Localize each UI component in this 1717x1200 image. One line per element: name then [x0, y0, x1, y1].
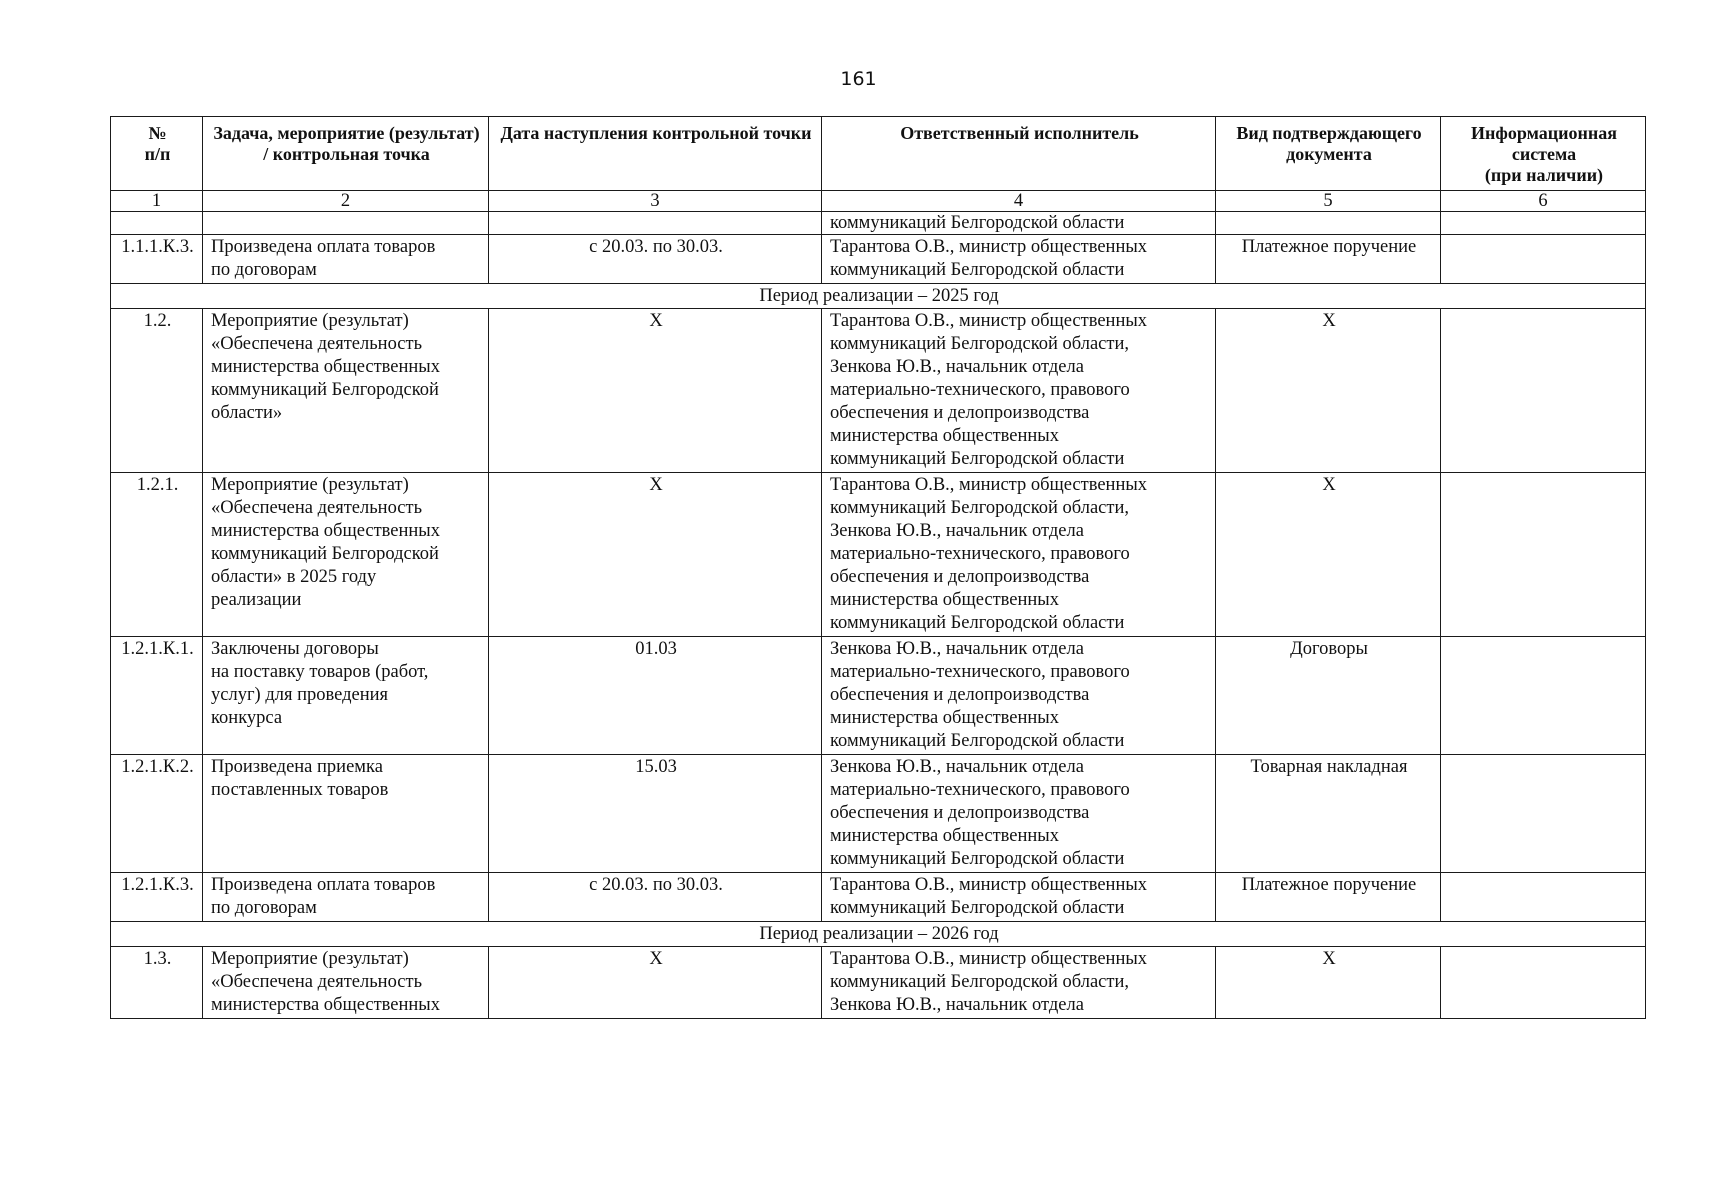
row-number: 1.1.1.К.3.	[111, 235, 203, 284]
period-2025-label: Период реализации – 2025 год	[111, 284, 1646, 309]
row-document: Платежное поручение	[1216, 873, 1441, 922]
row-document: Товарная накладная	[1216, 755, 1441, 873]
row-document: Х	[1216, 473, 1441, 637]
table-row	[111, 637, 1646, 755]
header-date: Дата наступления контрольной точки	[489, 117, 822, 191]
table-row	[111, 473, 1646, 637]
row-number: 1.2.1.К.3.	[111, 873, 203, 922]
row-date: Х	[489, 473, 822, 637]
row-number: 1.2.1.К.1.	[111, 637, 203, 755]
row-number: 1.2.	[111, 309, 203, 473]
row-executor: Тарантова О.В., министр общественных коммуникаций Белгородской области, Зенкова Ю.В., начальник отдела материально-технического, правового обеспечения и делопроизводства министерства общественных коммуникаций Белгородской области	[822, 309, 1216, 473]
table-row	[111, 873, 1646, 922]
table-row	[111, 235, 1646, 284]
row-executor: Тарантова О.В., министр общественных коммуникаций Белгородской области	[822, 235, 1216, 284]
column-number: 5	[1216, 191, 1441, 212]
control-points-table	[110, 116, 1646, 1019]
row-document	[1216, 212, 1441, 235]
row-date: Х	[489, 947, 822, 1019]
header-system: Информационная система (при наличии)	[1441, 117, 1646, 191]
header-row	[111, 117, 1646, 191]
row-document: Х	[1216, 947, 1441, 1019]
row-system	[1441, 873, 1646, 922]
row-document: Х	[1216, 309, 1441, 473]
row-executor: Зенкова Ю.В., начальник отдела материально-технического, правового обеспечения и делопроизводства министерства общественных коммуникаций Белгородской области	[822, 637, 1216, 755]
row-system	[1441, 212, 1646, 235]
row-date: с 20.03. по 30.03.	[489, 235, 822, 284]
row-task: Произведена приемка поставленных товаров	[203, 755, 489, 873]
row-document: Платежное поручение	[1216, 235, 1441, 284]
row-number	[111, 212, 203, 235]
row-executor: Тарантова О.В., министр общественных коммуникаций Белгородской области, Зенкова Ю.В., начальник отдела	[822, 947, 1216, 1019]
row-executor: коммуникаций Белгородской области	[822, 212, 1216, 235]
header-document: Вид подтверждающего документа	[1216, 117, 1441, 191]
table-row	[111, 755, 1646, 873]
column-number: 6	[1441, 191, 1646, 212]
row-date	[489, 212, 822, 235]
row-number: 1.2.1.К.2.	[111, 755, 203, 873]
row-task: Мероприятие (результат) «Обеспечена деятельность министерства общественных коммуникаций Белгородской области»	[203, 309, 489, 473]
row-executor: Тарантова О.В., министр общественных коммуникаций Белгородской области, Зенкова Ю.В., начальник отдела материально-технического, правового обеспечения и делопроизводства министерства общественных коммуникаций Белгородской области	[822, 473, 1216, 637]
row-system	[1441, 473, 1646, 637]
row-task: Заключены договоры на поставку товаров (работ, услуг) для проведения конкурса	[203, 637, 489, 755]
row-date: Х	[489, 309, 822, 473]
row-executor: Зенкова Ю.В., начальник отдела материально-технического, правового обеспечения и делопроизводства министерства общественных коммуникаций Белгородской области	[822, 755, 1216, 873]
row-task: Мероприятие (результат) «Обеспечена деятельность министерства общественных	[203, 947, 489, 1019]
row-number: 1.3.	[111, 947, 203, 1019]
row-system	[1441, 947, 1646, 1019]
page-number: 161	[840, 68, 877, 90]
table-row	[111, 947, 1646, 1019]
row-task	[203, 212, 489, 235]
row-system	[1441, 637, 1646, 755]
column-numbers-row	[111, 191, 1646, 212]
header-task: Задача, мероприятие (результат) / контрольная точка	[203, 117, 489, 191]
row-date: 01.03	[489, 637, 822, 755]
period-row	[111, 284, 1646, 309]
table-row	[111, 309, 1646, 473]
table-row	[111, 212, 1646, 235]
column-number: 3	[489, 191, 822, 212]
column-number: 2	[203, 191, 489, 212]
period-row	[111, 922, 1646, 947]
header-number: № п/п	[111, 117, 203, 191]
column-number: 1	[111, 191, 203, 212]
column-number: 4	[822, 191, 1216, 212]
row-number: 1.2.1.	[111, 473, 203, 637]
row-executor: Тарантова О.В., министр общественных коммуникаций Белгородской области	[822, 873, 1216, 922]
row-system	[1441, 235, 1646, 284]
row-task: Мероприятие (результат) «Обеспечена деятельность министерства общественных коммуникаций Белгородской области» в 2025 году реализации	[203, 473, 489, 637]
period-2026-label: Период реализации – 2026 год	[111, 922, 1646, 947]
header-executor: Ответственный исполнитель	[822, 117, 1216, 191]
row-system	[1441, 755, 1646, 873]
row-date: 15.03	[489, 755, 822, 873]
row-date: с 20.03. по 30.03.	[489, 873, 822, 922]
row-document: Договоры	[1216, 637, 1441, 755]
row-task: Произведена оплата товаров по договорам	[203, 873, 489, 922]
row-system	[1441, 309, 1646, 473]
row-task: Произведена оплата товаров по договорам	[203, 235, 489, 284]
